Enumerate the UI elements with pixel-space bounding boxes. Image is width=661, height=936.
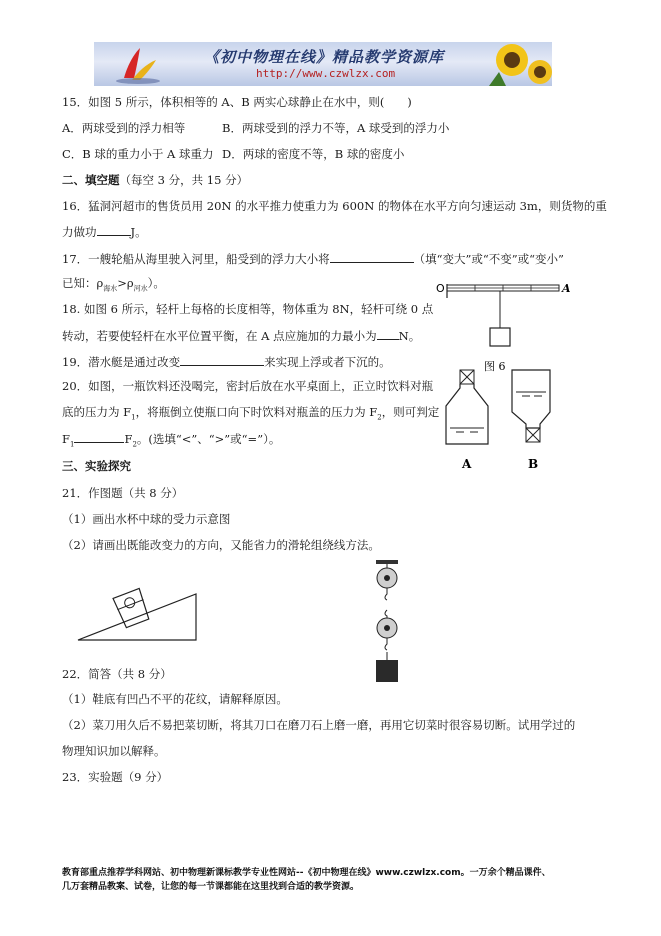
bottle-a-label: A [462,457,472,471]
f2-label: ，将瓶倒立使瓶口向下时饮料对瓶盖的压力为 F [135,405,378,419]
question-15-option-c: C．B 球的重力小于 A 球重力 [62,147,214,161]
answer-blank-17[interactable] [330,250,414,263]
banner-url: http://www.czwlzx.com [256,67,396,80]
question-17-hint: （填“变大”或“不变”或“变小” [413,252,564,266]
question-22-part-2-line-2: 物理知识加以解释。 [62,744,166,758]
f2-symbol: F [124,432,133,446]
question-16-text: 力做功 [62,225,97,239]
question-17-text: 17．一艘轮船从海里驶入河里，船受到的浮力大小将 [62,252,330,266]
section-2-title: 二、填空题 [62,173,120,187]
question-20-line-3 [62,430,280,452]
question-20-line-2 [62,404,439,425]
question-22-part-1: （1）鞋底有凹凸不平的花纹，请解释原因。 [62,692,288,706]
density-sub-riverwater: 河水 [133,284,148,293]
f2-sub: 2 [377,413,382,422]
section-2-heading [62,172,248,188]
question-18-line-1: 18. 如图 6 所示，轻杆上每格的长度相等，物体重为 8N，轻杆可绕 0 点 [62,302,434,316]
figure-6-lever [438,270,578,380]
question-21-part-1: （1）画出水杯中球的受力示意图 [62,512,231,526]
question-20-line-1: 20．如图，一瓶饮料还没喝完，密封后放在水平桌面上，正立时饮料对瓶 [62,379,434,393]
pivot-label: O [436,282,445,295]
point-a-label: A [562,282,571,295]
question-16-line-1: 16．猛洞河超市的售货员用 20N 的水平推力使重力为 600N 的物体在水平方向匀速运动 3m，则货物的重 [62,199,607,213]
f1-sub: 1 [131,413,136,422]
answer-blank-20[interactable] [74,430,124,443]
question-19 [62,353,391,370]
pulley-system-figure [362,560,412,686]
question-20-hint: 。(选填“<”、“>”或“=”）。 [136,432,281,446]
question-17-line-2 [62,275,165,296]
question-19-text: 19．潜水艇是通过改变 [62,355,181,369]
footer-line-2: 几万套精品教案、试卷，让您的每一节课都能在这里找到合适的教学资源。 [62,882,360,892]
question-21-part-2: （2）请画出既能改变力的方向，又能省力的滑轮组绕线方法。 [62,538,380,552]
density-label-2: >ρ [117,276,134,290]
page-footer [62,866,622,894]
density-sub-seawater: 海水 [103,284,118,293]
question-18-unit: N。 [398,329,421,343]
header-banner [94,42,552,86]
question-15-option-a: A．两球受到的浮力相等 [62,121,186,135]
question-15-option-b: B．两球受到的浮力不等，A 球受到的浮力小 [222,121,450,135]
question-15-option-d: D．两球的密度不等，B 球的密度小 [222,147,405,161]
question-22-part-2-line-1: （2）菜刀用久后不易把菜切断，将其刀口在磨刀石上磨一磨，再用它切菜时很容易切断。试用学过的 [62,718,576,732]
density-end: ）。 [147,276,165,290]
answer-blank-16[interactable] [97,223,131,236]
bottle-b-label: B [528,457,539,471]
question-23: 23．实验题（9 分） [62,770,169,784]
bottle-b [512,370,550,442]
question-21: 21．作图题（共 8 分） [62,486,184,500]
site-logo [116,48,160,84]
incline-cup-figure [72,564,200,646]
question-22: 22．简答（共 8 分） [62,667,172,681]
question-20-end: ，则可判定 [381,405,440,419]
figure-6-label: 图 6 [484,360,506,373]
question-19-end: 来实现上浮或者下沉的。 [264,355,391,369]
bottles-figure [440,366,560,476]
density-label-1: 已知：ρ [62,276,104,290]
f2-symbol-sub: 2 [132,440,137,449]
question-16-unit: J。 [130,225,147,239]
answer-blank-18[interactable] [377,327,399,340]
bottle-a [446,370,488,444]
question-18-line-2 [62,327,420,344]
answer-blank-19[interactable] [180,353,264,366]
f1-label: 底的压力为 F [62,405,132,419]
banner-title: 《初中物理在线》精品教学资源库 [204,48,445,66]
question-16-line-2 [62,223,147,240]
sunflower-image [489,44,552,86]
section-3-heading: 三、实验探究 [62,459,131,473]
f1-symbol: F [62,432,70,446]
footer-line-1: 教育部重点推荐学科网站、初中物理新课标教学专业性网站--《初中物理在线》www.czwlzx.com。一万余个精品课件、 [62,868,551,878]
question-18-text: 转动，若要使轻杆在水平位置平衡，在 A 点应施加的力最小为 [62,329,377,343]
section-2-note: （每空 3 分，共 15 分） [119,173,249,187]
question-15: 15．如图 5 所示，体积相等的 A、B 两实心球静止在水中，则( ) [62,95,412,109]
water-cup [113,588,151,628]
question-17-line-1 [62,250,564,267]
f1-symbol-sub: 1 [69,440,75,449]
